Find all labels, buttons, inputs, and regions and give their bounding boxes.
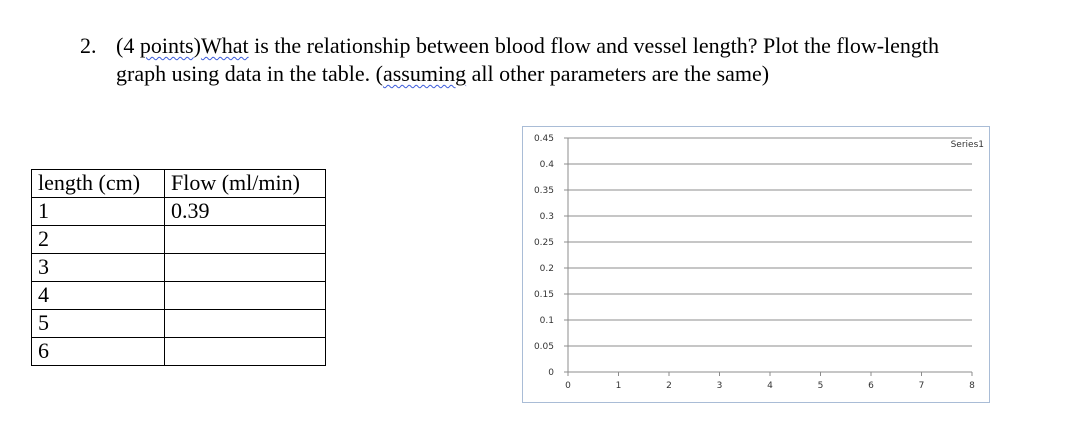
x-tick-label: 6 xyxy=(868,381,874,391)
table-cell-flow[interactable] xyxy=(165,226,326,254)
y-tick-label: 0.2 xyxy=(539,264,554,274)
x-tick-label: 2 xyxy=(666,381,672,391)
x-tick-label: 4 xyxy=(767,381,773,391)
table-cell-flow[interactable] xyxy=(165,254,326,282)
question-text-part: ) xyxy=(193,33,201,58)
x-tick-label: 5 xyxy=(817,381,824,391)
table-cell-length[interactable]: 2 xyxy=(32,226,165,254)
question-line-2 xyxy=(80,60,939,88)
y-tick-label: 0.05 xyxy=(533,342,554,352)
question-number: 2. xyxy=(80,33,97,58)
question-text-part: is the relationship between blood flow and vessel length? Plot the flow-length xyxy=(248,33,940,58)
y-tick-label: 0.1 xyxy=(539,316,554,326)
table-header-row xyxy=(32,170,326,198)
table-cell-length[interactable]: 4 xyxy=(32,282,165,310)
table-cell-flow[interactable] xyxy=(165,282,326,310)
table-cell-length[interactable]: 6 xyxy=(32,338,165,366)
table-cell-length[interactable]: 3 xyxy=(32,254,165,282)
table-row xyxy=(32,282,326,310)
flow-length-chart[interactable] xyxy=(522,126,990,403)
question-text-part: (4 xyxy=(116,33,140,58)
table-cell-flow[interactable] xyxy=(165,310,326,338)
x-tick-label: 7 xyxy=(918,381,925,391)
x-tick-label: 0 xyxy=(565,381,571,391)
column-header-flow: Flow (ml/min) xyxy=(165,170,326,198)
y-tick-label: 0.3 xyxy=(539,212,554,222)
table-cell-flow[interactable]: 0.39 xyxy=(165,198,326,226)
y-tick-label: 0.35 xyxy=(533,186,554,196)
question-text xyxy=(80,32,939,88)
chart-plot-area xyxy=(523,127,989,402)
table-row xyxy=(32,198,326,226)
table-cell-flow[interactable] xyxy=(165,338,326,366)
y-tick-label: 0.45 xyxy=(533,134,554,144)
spellcheck-word-points: points xyxy=(139,33,194,58)
question-line-1 xyxy=(80,32,939,60)
x-tick-label: 3 xyxy=(716,381,723,391)
x-tick-label: 1 xyxy=(615,381,622,391)
x-tick-label: 8 xyxy=(969,381,975,391)
table-cell-length[interactable]: 5 xyxy=(32,310,165,338)
table-row xyxy=(32,226,326,254)
column-header-length: length (cm) xyxy=(32,170,165,198)
flow-length-table xyxy=(31,169,326,366)
table-row xyxy=(32,254,326,282)
table-row xyxy=(32,338,326,366)
question-text-part: graph using data in the table. ( xyxy=(116,61,383,86)
legend-entry: Series1 xyxy=(950,140,984,150)
table-row xyxy=(32,310,326,338)
y-tick-label: 0 xyxy=(548,368,554,378)
spellcheck-word-what: What xyxy=(200,33,249,58)
y-tick-label: 0.4 xyxy=(539,160,554,170)
question-text-part: all other parameters are the same) xyxy=(466,61,770,86)
y-tick-label: 0.15 xyxy=(533,290,554,300)
table-cell-length[interactable]: 1 xyxy=(32,198,165,226)
spellcheck-word-assuming: assuming xyxy=(382,61,467,86)
y-tick-label: 0.25 xyxy=(533,238,554,248)
